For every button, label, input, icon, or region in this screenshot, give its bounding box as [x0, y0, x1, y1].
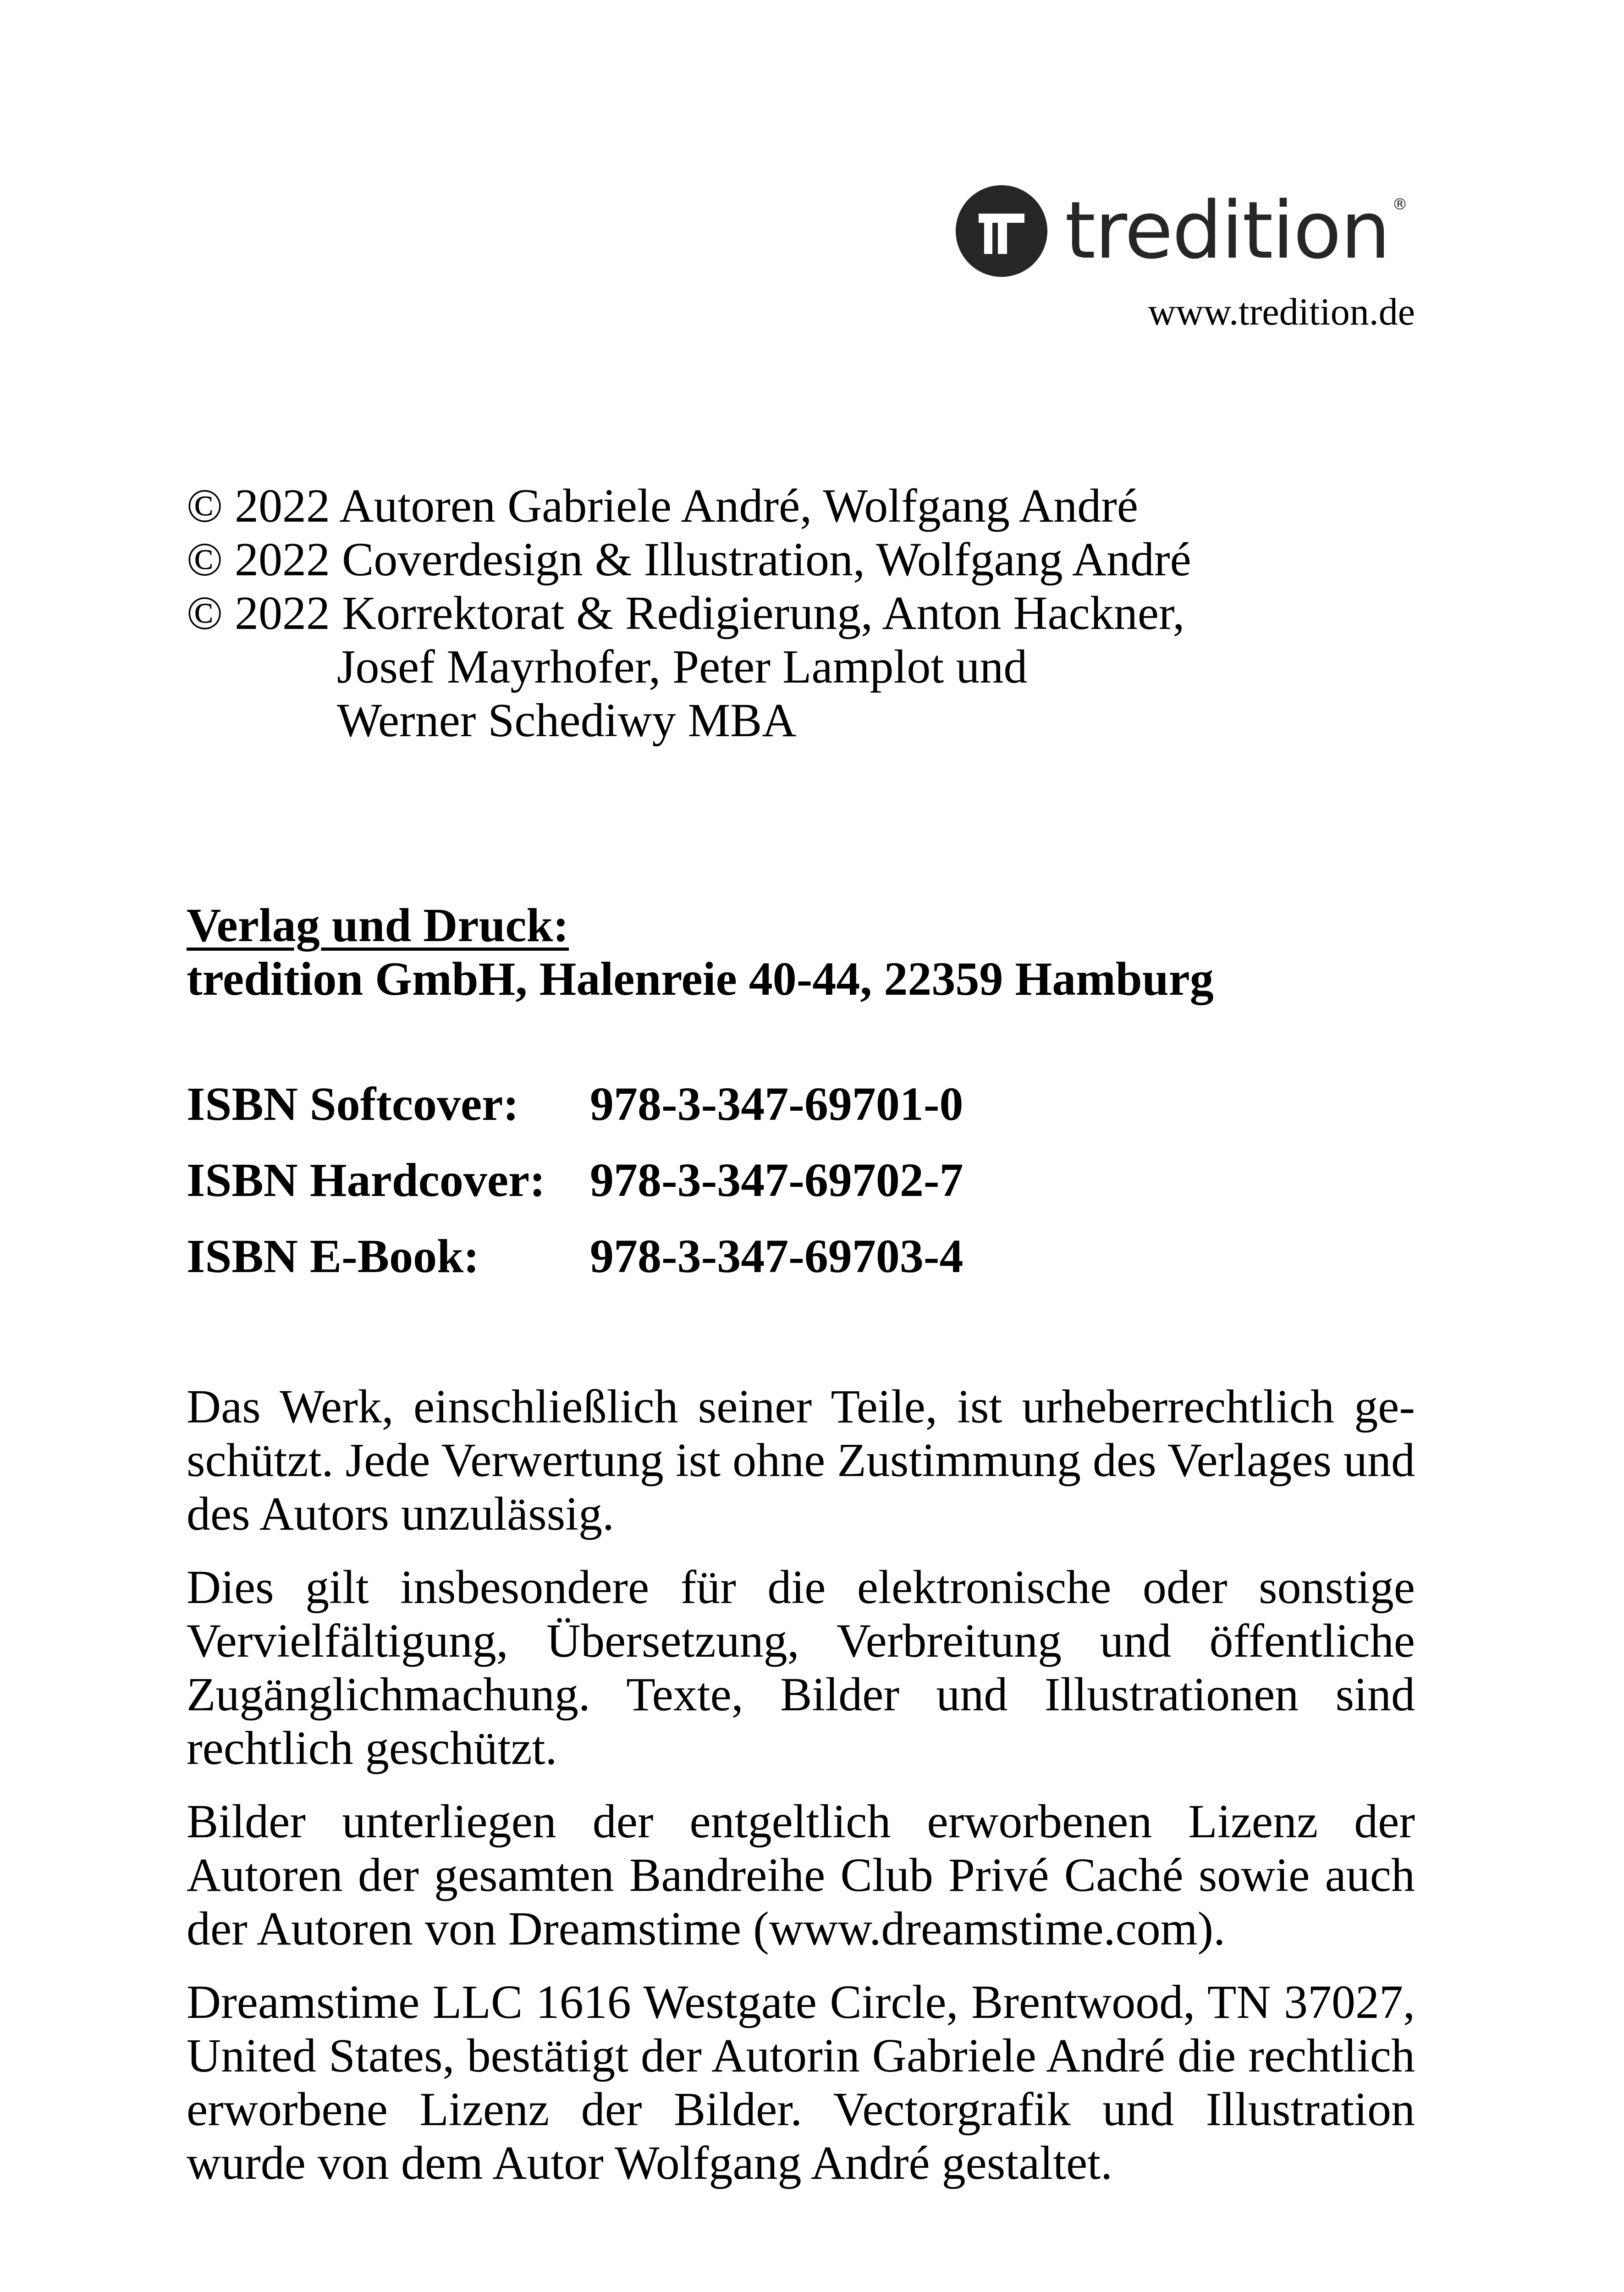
legal-paragraph: Das Werk, einschließlich seiner Teile, ist urheberrechtlich geschützt. Jede Verwertung ist ohne Zustimmung des Verlages und des Autors unzulässig. — [187, 1380, 1415, 1540]
legal-paragraph: Dreamstime LLC 1616 Westgate Circle, Brentwood, TN 37027, United States, bestätigt der Autorin Gabriele André die rechtlich erworbene Lizenz der Bilder. Vectorgrafik und Illustration wurde von dem Autor Wolfgang André gestaltet. — [187, 1976, 1415, 2189]
isbn-value: 978-3-347-69701-0 — [590, 1078, 963, 1130]
isbn-row — [187, 1153, 963, 1229]
isbn-label: ISBN E-Book: — [187, 1230, 479, 1283]
isbn-label: ISBN Hardcover: — [187, 1154, 545, 1207]
legal-paragraph: Bilder unterliegen der entgeltlich erworbenen Lizenz der Autoren der gesamten Bandreihe Club Privé Caché sowie auch der Autoren von Dreamstime (www.dreamstime.com). — [187, 1795, 1415, 1955]
registered-mark: ® — [1392, 195, 1408, 214]
logo-wordmark: tredition — [1065, 184, 1390, 276]
copyright-line: © 2022 Autoren Gabriele André, Wolfgang André — [187, 479, 1139, 532]
publisher-address: tredition GmbH, Halenreie 40-44, 22359 Hamburg — [187, 953, 1214, 1005]
copyright-block — [187, 479, 1191, 747]
isbn-list — [187, 1077, 963, 1306]
legal-paragraph: Dies gilt insbesondere für die elektronische oder sonstige Vervielfältigung, Übersetzung, Verbreitung und öffentliche Zugänglichmachung. Texte, Bilder und Illustrationen sind rechtlich geschützt. — [187, 1561, 1415, 1774]
copyright-line: Werner Schediwy MBA — [337, 694, 797, 747]
isbn-value: 978-3-347-69702-7 — [590, 1154, 963, 1207]
isbn-value: 978-3-347-69703-4 — [590, 1230, 963, 1283]
publisher-block — [187, 898, 1214, 1006]
website-url: www.tredition.de — [1148, 291, 1415, 333]
copyright-line: © 2022 Korrektorat & Redigierung, Anton Hackner, — [187, 587, 1185, 639]
isbn-row — [187, 1077, 963, 1153]
publisher-heading: Verlag und Druck: — [187, 899, 569, 952]
publisher-logo — [956, 179, 1414, 282]
copyright-line: Josef Mayrhofer, Peter Lamplot und — [337, 640, 1028, 693]
isbn-row — [187, 1229, 963, 1306]
isbn-label: ISBN Softcover: — [187, 1078, 519, 1130]
copyright-line: © 2022 Coverdesign & Illustration, Wolfgang André — [187, 533, 1191, 586]
legal-text — [187, 1380, 1415, 2209]
tredition-logo-icon — [956, 185, 1047, 277]
